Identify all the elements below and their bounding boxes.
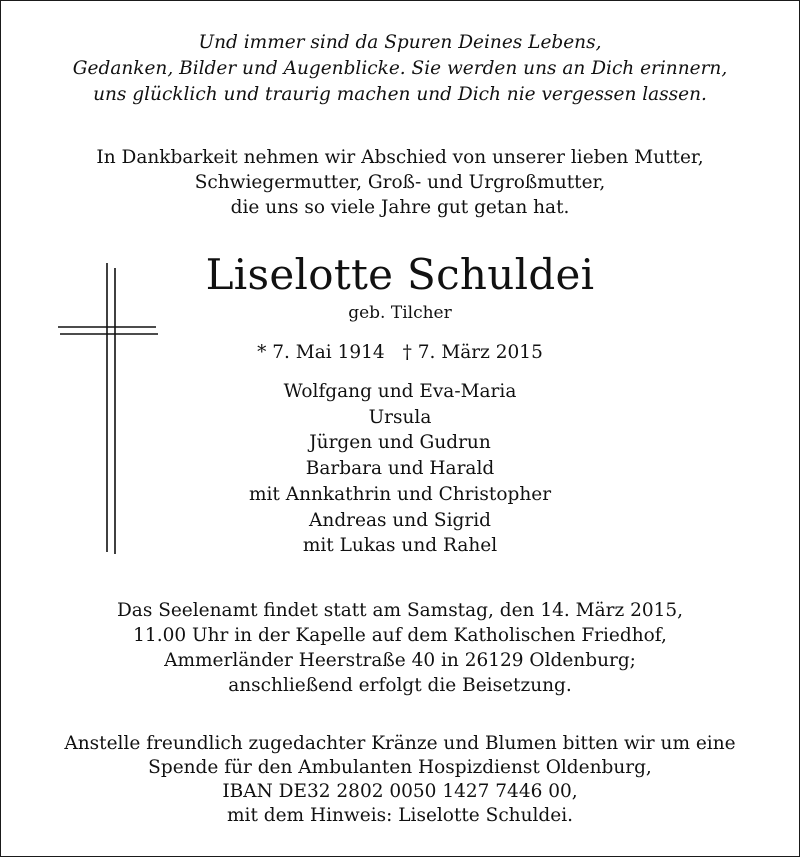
mourner-line: Jürgen und Gudrun: [309, 432, 491, 454]
intro-paragraph: [0, 145, 800, 220]
birth-date: * 7. Mai 1914: [257, 342, 385, 363]
mourner-line: mit Lukas und Rahel: [302, 535, 498, 557]
service-line: anschließend erfolgt die Beisetzung.: [228, 675, 572, 696]
donation-line: mit dem Hinweis: Liselotte Schuldei.: [226, 805, 574, 826]
birth-name: geb. Tilcher: [348, 303, 452, 323]
funeral-service-info: [0, 598, 800, 698]
quote-line: Gedanken, Bilder und Augenblicke. Sie werden uns an Dich erinnern,: [72, 58, 728, 79]
service-line: 11.00 Uhr in der Kapelle auf dem Katholischen Friedhof,: [133, 625, 667, 646]
donation-line: Spende für den Ambulanten Hospizdienst Oldenburg,: [148, 757, 652, 778]
death-date: † 7. März 2015: [402, 342, 543, 363]
quote-line: Und immer sind da Spuren Deines Lebens,: [198, 32, 602, 53]
mourners-list: [0, 379, 800, 559]
mourner-line: Ursula: [368, 406, 432, 428]
intro-line: Schwiegermutter, Groß- und Urgroßmutter,: [194, 172, 606, 193]
iban-line: IBAN DE32 2802 0050 1427 7446 00,: [222, 781, 578, 802]
donation-request: [0, 732, 800, 828]
service-line: Ammerländer Heerstraße 40 in 26129 Oldenburg;: [164, 650, 636, 671]
donation-line: Anstelle freundlich zugedachter Kränze und Blumen bitten wir um eine: [64, 733, 736, 754]
mourner-line: mit Annkathrin und Christopher: [248, 483, 552, 505]
deceased-name: Liselotte Schuldei: [205, 250, 595, 299]
quote-line: uns glücklich und traurig machen und Dich nie vergessen lassen.: [93, 84, 707, 105]
life-dates: [0, 341, 800, 365]
mourner-line: Barbara und Harald: [305, 458, 495, 480]
intro-line: In Dankbarkeit nehmen wir Abschied von unserer lieben Mutter,: [96, 147, 704, 168]
mourner-line: Andreas und Sigrid: [309, 509, 491, 531]
intro-line: die uns so viele Jahre gut getan hat.: [230, 197, 570, 218]
memorial-quote: [0, 30, 800, 108]
service-line: Das Seelenamt findet statt am Samstag, den 14. März 2015,: [116, 600, 684, 621]
mourner-line: Wolfgang und Eva-Maria: [283, 381, 517, 402]
